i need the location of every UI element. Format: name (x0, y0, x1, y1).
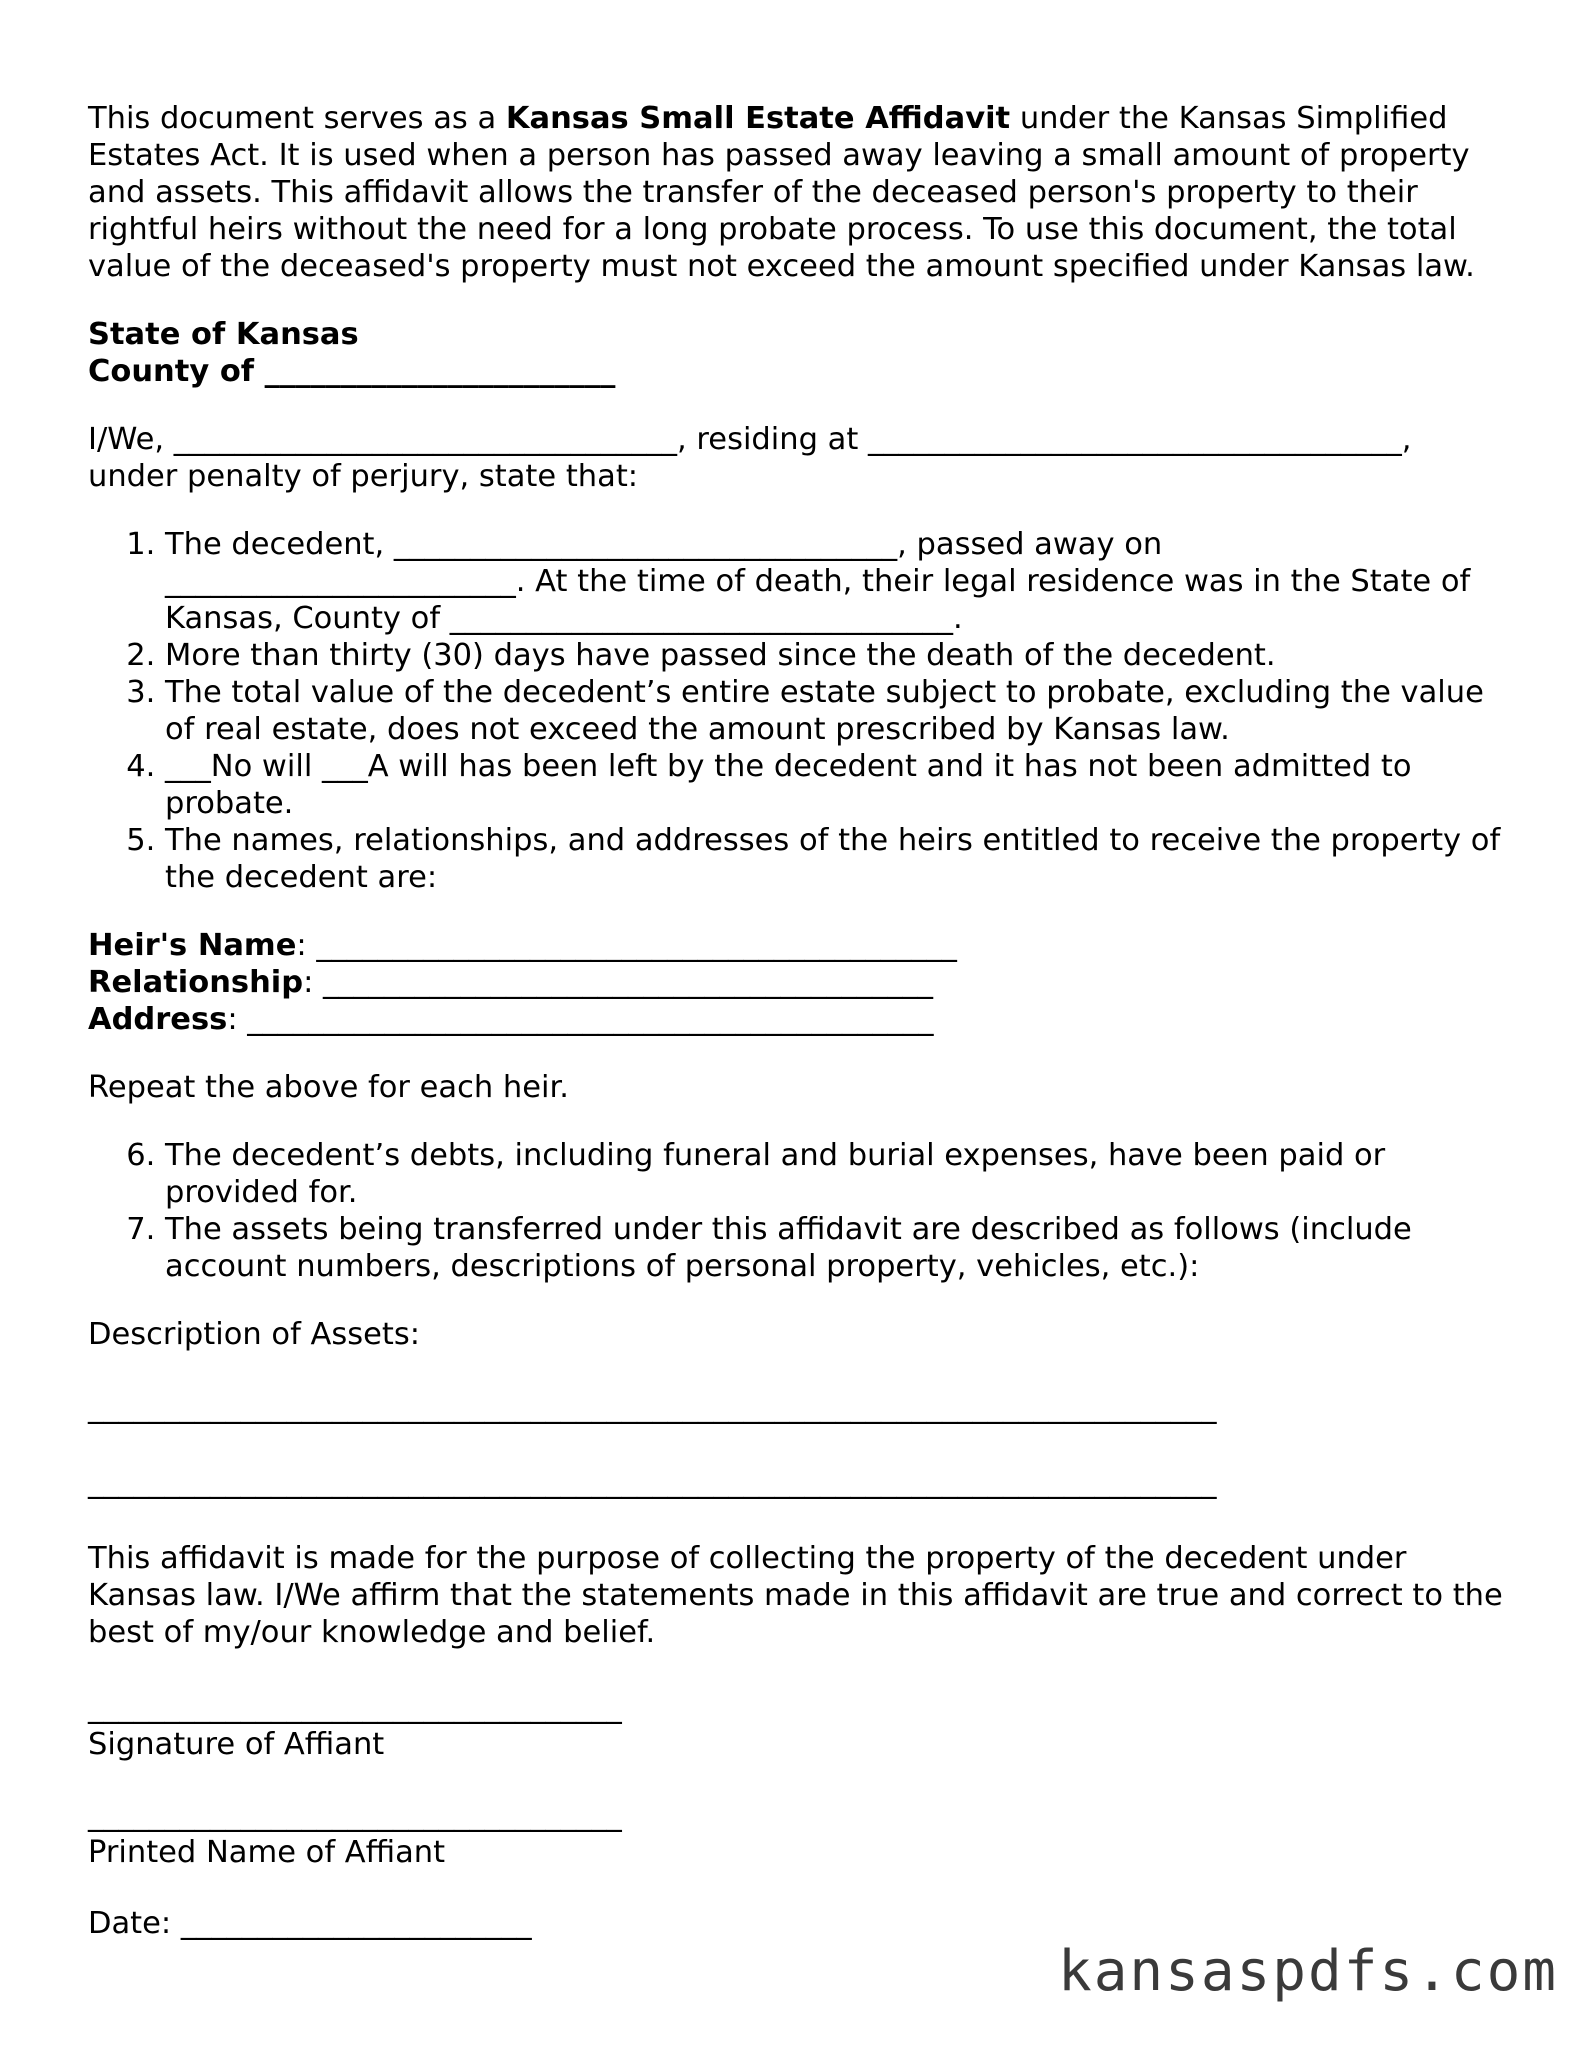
state-heading: State of Kansas (88, 317, 359, 352)
printed-name-line: ___________________________________ (88, 1798, 622, 1833)
heir-relationship-blank: : ________________________________________ (303, 965, 934, 1000)
heir-name-label: Heir's Name (88, 928, 297, 963)
affiant-statement (88, 421, 1508, 495)
assets-blank-line: __________________________________________________________________________ (88, 1465, 1217, 1500)
intro-text-before: This document serves as a (88, 101, 506, 136)
statements-list-2 (88, 1137, 1508, 1285)
list-item: 1. The decedent, _________________________________, passed away on _______________________. At the time of death, their legal residence was in the State of Kansas, County of _________________________________. (165, 526, 1508, 637)
document-page (88, 100, 1508, 1942)
list-item: 3. The total value of the decedent’s entire estate subject to probate, excluding the value of real estate, does not exceed the amount prescribed by Kansas law. (165, 674, 1508, 748)
assets-label: Description of Assets: (88, 1317, 421, 1352)
heir-address-label: Address (88, 1002, 228, 1037)
list-item: 2. More than thirty (30) days have passed since the death of the decedent. (165, 637, 1508, 674)
printed-name-label: Printed Name of Affiant (88, 1835, 446, 1870)
intro-document-title: Kansas Small Estate Affidavit (505, 101, 1011, 136)
heir-address-blank: : _____________________________________________ (227, 1002, 934, 1037)
list-item: 6. The decedent’s debts, including funeral and burial expenses, have been paid or provided for. (165, 1137, 1508, 1211)
list-item: 4. ___No will ___A will has been left by the decedent and it has not been admitted to probate. (165, 748, 1508, 822)
statements-list-1 (88, 526, 1508, 896)
signature-label: Signature of Affiant (88, 1727, 385, 1762)
site-watermark: kansaspdfs.com (1057, 1939, 1558, 2004)
heir-address-field (88, 1001, 1508, 1038)
list-item: 7. The assets being transferred under this affidavit are described as follows (include account numbers, descriptions of personal property, vehicles, etc.): (165, 1211, 1508, 1285)
county-field: County of _______________________ (88, 354, 616, 389)
assets-blank-line: __________________________________________________________________________ (88, 1390, 1217, 1425)
heir-name-field (88, 927, 1508, 964)
heir-relationship-field (88, 964, 1508, 1001)
perjury-statement: under penalty of perjury, state that: (88, 459, 639, 494)
heir-block (88, 927, 1508, 1038)
intro-paragraph (88, 100, 1508, 285)
printed-name-block (88, 1797, 1508, 1871)
intro-text-after: under the Kansas Simplified Estates Act. It is used when a person has passed away leaving a small amount of property and assets. This affidavit allows the transfer of the deceased person's property to their rightful heirs without the need for a long probate process. To use this document, the total value of the deceased's property must not exceed the amount specified under Kansas law. (88, 101, 1475, 284)
affiant-name-residence-line: I/We, _________________________________, residing at ___________________________________, (88, 422, 1412, 457)
heir-relationship-label: Relationship (88, 965, 304, 1000)
signature-line: ___________________________________ (88, 1690, 622, 1725)
repeat-note: Repeat the above for each heir. (88, 1070, 569, 1105)
list-item: 5. The names, relationships, and addresses of the heirs entitled to receive the property of the decedent are: (165, 822, 1508, 896)
signature-block (88, 1689, 1508, 1763)
venue-block (88, 316, 1508, 390)
heir-name-blank: : __________________________________________ (296, 928, 957, 963)
closing-paragraph: This affidavit is made for the purpose of collecting the property of the decedent under Kansas law. I/We affirm that the statements made in this affidavit are true and correct to the best of my/our knowledge and belief. (88, 1541, 1503, 1650)
date-field: Date: _______________________ (88, 1906, 532, 1941)
